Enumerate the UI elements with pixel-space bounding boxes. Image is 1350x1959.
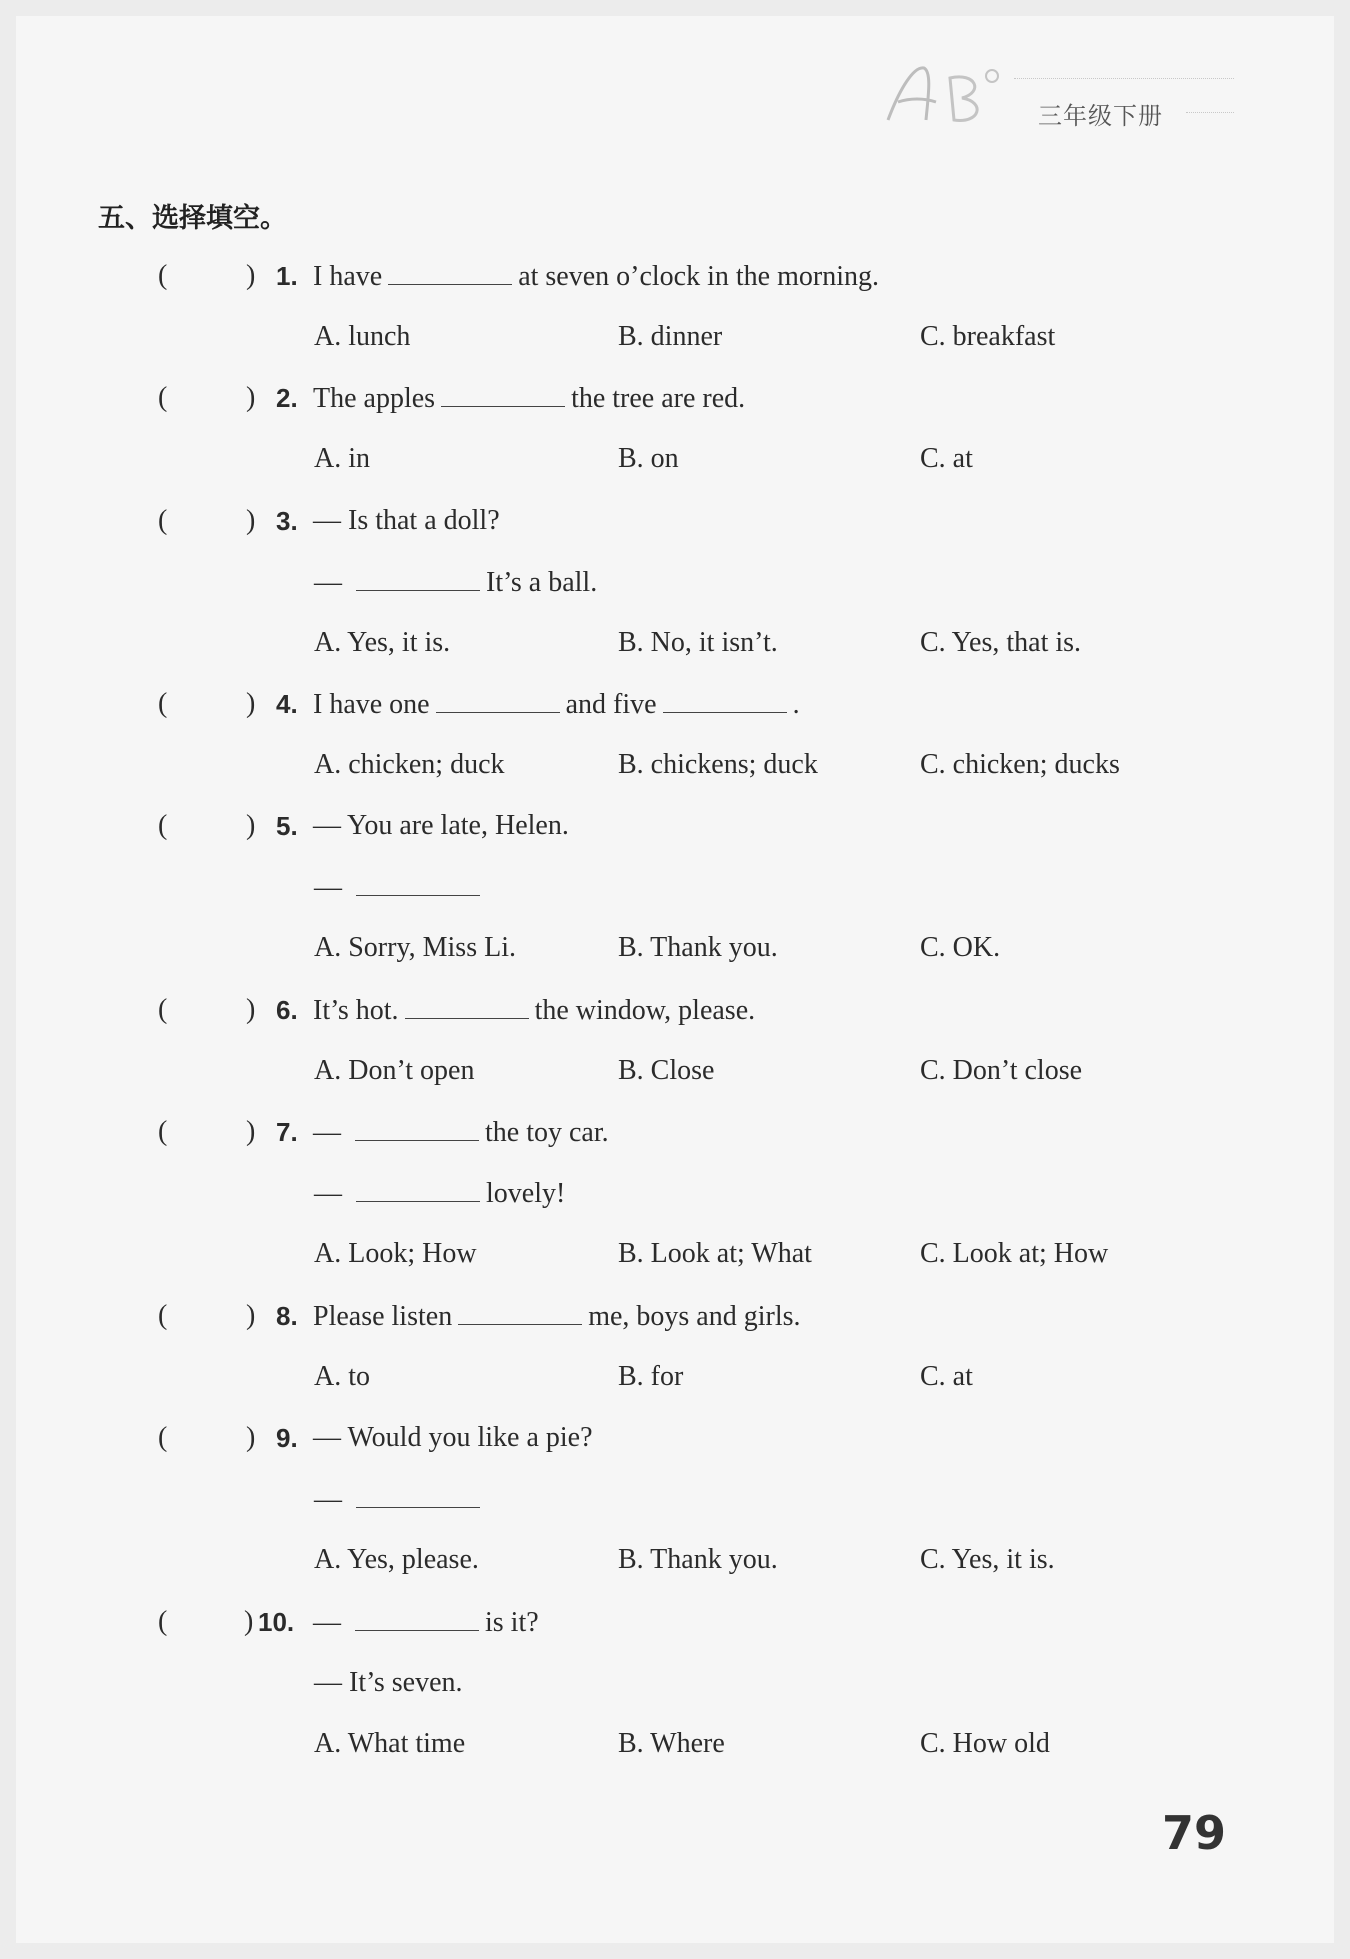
- question-stem: It’s hot. the window, please.: [313, 995, 756, 1026]
- answer-bracket[interactable]: (: [158, 1606, 168, 1637]
- question-number: 7.: [276, 1117, 298, 1147]
- option-a[interactable]: A. What time: [314, 1728, 466, 1759]
- question-stem: — is it?: [313, 1607, 539, 1638]
- question-number: 5.: [276, 811, 298, 841]
- ab-logo-icon: [880, 58, 1010, 130]
- option-c[interactable]: C. breakfast: [920, 321, 1056, 352]
- option-b[interactable]: B. Thank you.: [618, 932, 778, 963]
- reply-line: — lovely!: [314, 1178, 566, 1209]
- grade-label: 三年级下册: [1038, 102, 1163, 130]
- option-b[interactable]: B. for: [618, 1361, 684, 1392]
- option-b[interactable]: B. Where: [618, 1728, 725, 1759]
- option-a[interactable]: A. Look; How: [314, 1238, 477, 1269]
- option-a[interactable]: A. to: [314, 1361, 370, 1392]
- question-stem: — You are late, Helen.: [313, 810, 569, 841]
- option-c[interactable]: C. Yes, it is.: [920, 1544, 1055, 1575]
- answer-bracket-close: ): [246, 1422, 256, 1453]
- option-a[interactable]: A. chicken; duck: [314, 749, 505, 780]
- option-c[interactable]: C. Look at; How: [920, 1238, 1109, 1269]
- option-c[interactable]: C. OK.: [920, 932, 1001, 963]
- option-c[interactable]: C. Yes, that is.: [920, 627, 1082, 658]
- fill-blank[interactable]: [356, 568, 480, 591]
- option-a[interactable]: A. lunch: [314, 321, 411, 352]
- fill-blank[interactable]: [356, 1485, 480, 1508]
- answer-bracket-close: ): [246, 810, 256, 841]
- fill-blank[interactable]: [355, 1608, 479, 1631]
- fill-blank[interactable]: [436, 690, 560, 713]
- option-a[interactable]: A. Don’t open: [314, 1055, 475, 1086]
- question-stem: I have at seven o’clock in the morning.: [313, 261, 879, 292]
- question-number: 10.: [258, 1607, 295, 1637]
- option-b[interactable]: B. chickens; duck: [618, 749, 818, 780]
- question-stem: — Is that a doll?: [313, 505, 500, 536]
- option-c[interactable]: C. at: [920, 443, 973, 474]
- answer-bracket-close: ): [246, 505, 256, 536]
- answer-bracket[interactable]: (: [158, 505, 168, 536]
- option-b[interactable]: B. dinner: [618, 321, 723, 352]
- option-b[interactable]: B. Close: [618, 1055, 715, 1086]
- option-c[interactable]: C. at: [920, 1361, 973, 1392]
- question-number: 2.: [276, 383, 298, 413]
- fill-blank[interactable]: [355, 1118, 479, 1141]
- question-number: 6.: [276, 995, 298, 1025]
- answer-bracket-close: ): [246, 994, 256, 1025]
- fill-blank-2[interactable]: [356, 1179, 480, 1202]
- answer-bracket-close: ): [244, 1606, 254, 1637]
- section-title: 五、选择填空。: [98, 203, 287, 234]
- answer-bracket[interactable]: (: [158, 1116, 168, 1147]
- page-number: 79: [1162, 1806, 1227, 1860]
- answer-bracket-close: ): [246, 1116, 256, 1147]
- fill-blank[interactable]: [388, 262, 512, 285]
- answer-bracket-close: ): [246, 260, 256, 291]
- answer-bracket-close: ): [246, 1300, 256, 1331]
- option-b[interactable]: B. No, it isn’t.: [618, 627, 778, 658]
- header-rule: [1014, 78, 1234, 79]
- option-c[interactable]: C. Don’t close: [920, 1055, 1083, 1086]
- option-c[interactable]: C. How old: [920, 1728, 1050, 1759]
- question-number: 9.: [276, 1423, 298, 1453]
- option-c[interactable]: C. chicken; ducks: [920, 749, 1120, 780]
- reply-line: —: [314, 1485, 486, 1514]
- question-number: 1.: [276, 261, 298, 291]
- answer-bracket[interactable]: (: [158, 382, 168, 413]
- worksheet-page: [16, 16, 1334, 1943]
- answer-bracket[interactable]: (: [158, 994, 168, 1025]
- answer-bracket[interactable]: (: [158, 260, 168, 291]
- answer-bracket[interactable]: (: [158, 810, 168, 841]
- reply-line: —: [314, 873, 486, 902]
- question-number: 3.: [276, 506, 298, 536]
- question-stem: — Would you like a pie?: [313, 1422, 593, 1453]
- question-number: 4.: [276, 689, 298, 719]
- header-rule-right: [1186, 112, 1234, 113]
- fill-blank[interactable]: [405, 996, 529, 1019]
- option-b[interactable]: B. Thank you.: [618, 1544, 778, 1575]
- option-a[interactable]: A. in: [314, 443, 370, 474]
- option-b[interactable]: B. on: [618, 443, 679, 474]
- option-a[interactable]: A. Yes, it is.: [314, 627, 451, 658]
- question-stem: I have one and five .: [313, 689, 800, 720]
- option-a[interactable]: A. Yes, please.: [314, 1544, 479, 1575]
- answer-bracket[interactable]: (: [158, 1422, 168, 1453]
- answer-bracket-close: ): [246, 688, 256, 719]
- answer-bracket[interactable]: (: [158, 688, 168, 719]
- question-stem: Please listen me, boys and girls.: [313, 1301, 801, 1332]
- option-a[interactable]: A. Sorry, Miss Li.: [314, 932, 516, 963]
- fill-blank-2[interactable]: [663, 690, 787, 713]
- reply-line: — It’s seven.: [314, 1667, 463, 1698]
- question-number: 8.: [276, 1301, 298, 1331]
- question-stem: The apples the tree are red.: [313, 383, 746, 414]
- option-b[interactable]: B. Look at; What: [618, 1238, 812, 1269]
- answer-bracket-close: ): [246, 382, 256, 413]
- question-stem: — the toy car.: [313, 1117, 609, 1148]
- answer-bracket[interactable]: (: [158, 1300, 168, 1331]
- fill-blank[interactable]: [441, 384, 565, 407]
- fill-blank[interactable]: [458, 1302, 582, 1325]
- fill-blank[interactable]: [356, 873, 480, 896]
- reply-line: — It’s a ball.: [314, 567, 598, 598]
